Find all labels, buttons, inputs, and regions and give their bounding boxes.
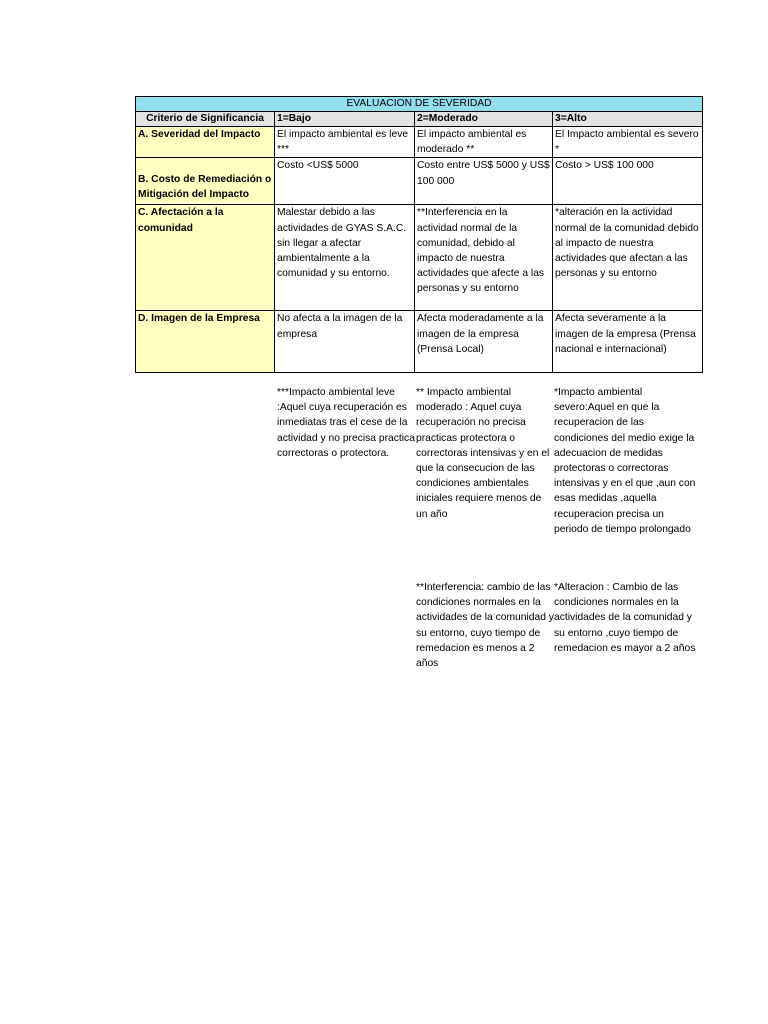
table-row <box>136 127 703 158</box>
row-label-costo: B. Costo de Remediación o Mitigación del Impacto <box>136 158 275 205</box>
header-criterio: Criterio de Significancia <box>136 112 275 127</box>
header-alto: 3=Alto <box>553 112 703 127</box>
cell-bajo: No afecta a la imagen de la empresa <box>275 311 415 373</box>
cell-moderado: El impacto ambiental es moderado ** <box>415 127 553 158</box>
note-impacto-moderado: ** Impacto ambiental moderado : Aquel cuya recuperación no precisa practicas protectora o correctoras intensivas y en el que la consecucion de las condiciones ambientales iniciales requiere menos de un año <box>416 387 550 520</box>
cell-alto: *alteración en la actividad normal de la comunidad debido al impacto de nuestra actividades que afectan a las personas y su entorno <box>553 205 703 311</box>
severity-table <box>135 96 703 373</box>
row-label-severidad: A. Severidad del Impacto <box>136 127 275 158</box>
cell-bajo: Malestar debido a las actividades de GYAS S.A.C. sin llegar a afectar ambientalmente a la comunidad y su entorno. <box>275 205 415 311</box>
note-alteracion: *Alteracion : Cambio de las condiciones normales en la actividades de la comunidad y su entorno ,cuyo tiempo de remedacion es mayor a 2 años <box>554 582 696 654</box>
cell-moderado: Costo entre US$ 5000 y US$ 100 000 <box>415 158 553 205</box>
header-row <box>136 112 703 127</box>
row-label-imagen: D. Imagen de la Empresa <box>136 311 275 373</box>
cell-alto: Afecta severamente a la imagen de la empresa (Prensa nacional e internacional) <box>553 311 703 373</box>
header-bajo: 1=Bajo <box>275 112 415 127</box>
table-row <box>136 205 703 311</box>
row-label-comunidad: C. Afectación a la comunidad <box>136 205 275 311</box>
note-impacto-severo: *Impacto ambiental severo:Aquel en que la recuperacion de las condiciones del medio exige la adecuacion de medidas protectoras o correctoras intensivas y en el que ,aun con esas medidas ,aquella recuperacion precisa un periodo de tiempo prolongado <box>554 387 696 535</box>
table-row <box>136 158 703 205</box>
cell-bajo: Costo <US$ 5000 <box>275 158 415 205</box>
cell-moderado: **Interferencia en la actividad normal de la comunidad, debido al impacto de nuestra actividades que afecte a las personas y su entorno <box>415 205 553 311</box>
note-interferencia: **Interferencia: cambio de las condiciones normales en la actividades de la comunidad y su entorno, cuyo tiempo de remedacion es menos a 2 años <box>416 582 554 670</box>
header-moderado: 2=Moderado <box>415 112 553 127</box>
table-row <box>136 311 703 373</box>
cell-alto: El Impacto ambiental es severo * <box>553 127 703 158</box>
note-impacto-leve: ***Impacto ambiental leve :Aquel cuya recuperación es inmediatas tras el cese de la actividad y no precisa practica correctoras o protectora. <box>277 387 415 459</box>
table-title: EVALUACION DE SEVERIDAD <box>136 97 703 112</box>
cell-bajo: El impacto ambiental es leve *** <box>275 127 415 158</box>
cell-alto: Costo > US$ 100 000 <box>553 158 703 205</box>
cell-moderado: Afecta moderadamente a la imagen de la empresa (Prensa Local) <box>415 311 553 373</box>
